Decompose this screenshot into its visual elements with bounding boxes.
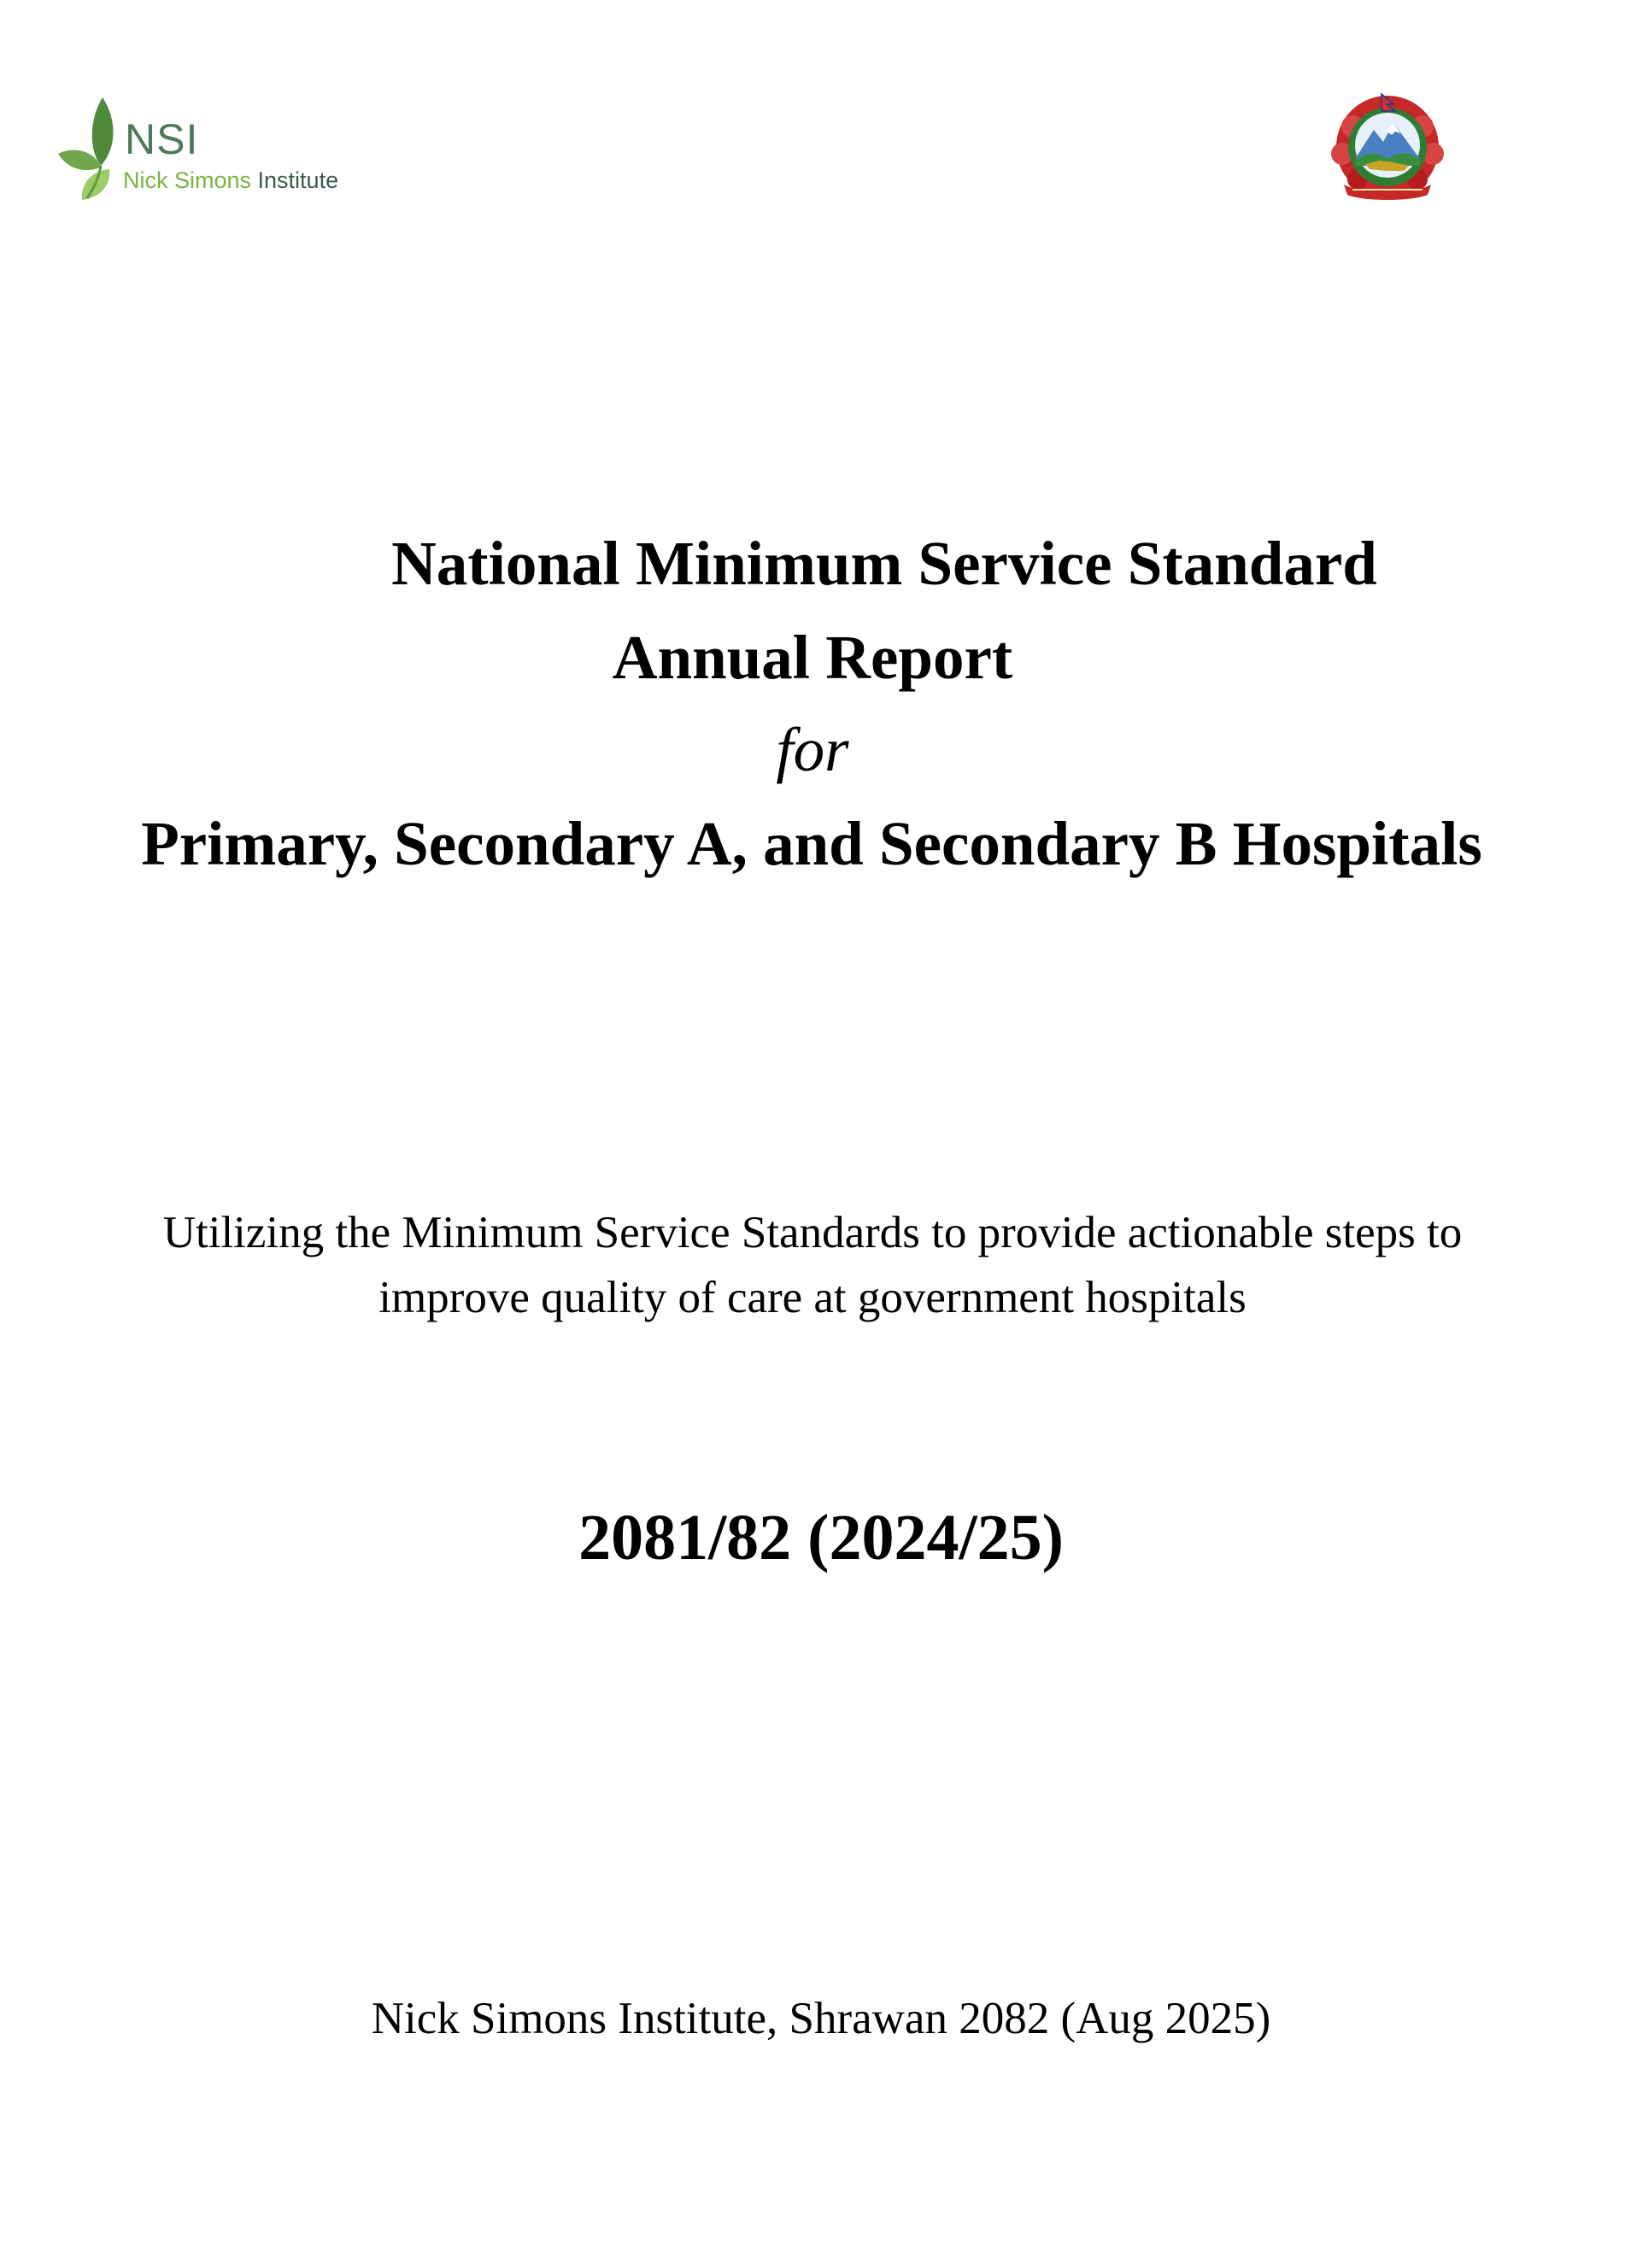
- document-title-line-4: Primary, Secondary A, and Secondary B Hospitals: [141, 809, 1482, 878]
- document-title-line-1: National Minimum Service Standard: [391, 529, 1377, 598]
- logo-abbreviation: NSI: [125, 115, 199, 163]
- subtitle-line-1: Utilizing the Minimum Service Standards to provide actionable steps to: [162, 1208, 1463, 1257]
- fiscal-year: 2081/82 (2024/25): [578, 1502, 1064, 1574]
- document-subtitle: [0, 1200, 1625, 1330]
- publisher-line: Nick Simons Institute, Shrawan 2082 (Aug 2025): [371, 1994, 1271, 2043]
- logo-name-part1: Nick Simons: [123, 167, 252, 193]
- document-title-connector: for: [776, 715, 849, 784]
- nsi-logo: [56, 94, 381, 205]
- logo-organization-name: [123, 167, 338, 193]
- document-title-line-2: Annual Report: [612, 623, 1013, 692]
- logo-name-part2: Institute: [251, 167, 339, 193]
- subtitle-line-2: improve quality of care at government hospitals: [378, 1273, 1247, 1322]
- nepal-government-emblem-icon: [1327, 92, 1448, 203]
